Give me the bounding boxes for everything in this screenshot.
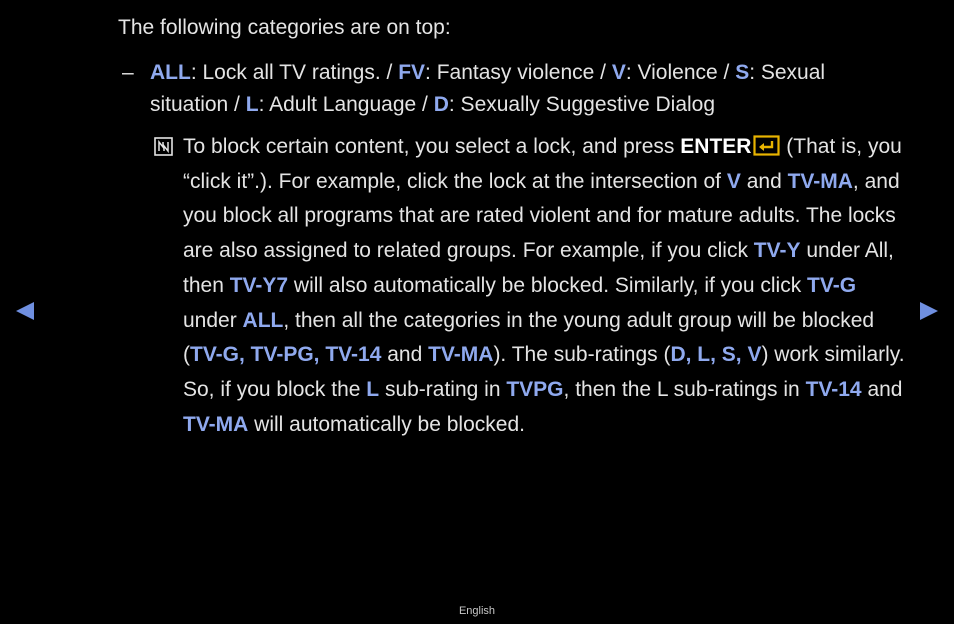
rating-term: TV-MA bbox=[183, 412, 249, 436]
rating-term: D, L, S, V bbox=[670, 343, 762, 367]
rating-term: L bbox=[366, 377, 380, 401]
text-run: , and you block all programs that are rated violent and for mature adults. The locks are also assigned to related groups. For example, if you click bbox=[183, 169, 900, 263]
rating-term: L bbox=[245, 93, 259, 116]
key-name: ENTER bbox=[680, 135, 752, 158]
text-run: under bbox=[183, 308, 243, 332]
rating-term: TV-MA bbox=[428, 343, 494, 367]
text-run: , then the L sub-ratings in bbox=[563, 377, 806, 401]
rating-term: ALL bbox=[242, 308, 284, 332]
rating-term: D bbox=[433, 93, 449, 116]
text-run: To block certain content, you select a lock, and press bbox=[183, 135, 681, 158]
text-run: and bbox=[861, 377, 903, 401]
text-run: sub-rating in bbox=[379, 377, 507, 401]
text-run: : Sexually Suggestive Dialog bbox=[448, 93, 716, 116]
text-run: and bbox=[740, 169, 788, 193]
text-run: will also automatically be blocked. Similarly, if you click bbox=[288, 273, 808, 297]
dash-marker: – bbox=[122, 61, 134, 84]
note-block bbox=[150, 130, 910, 442]
category-list-item bbox=[118, 57, 878, 121]
rating-term: TV-Y bbox=[753, 239, 801, 263]
text-run: : Sexual situation / bbox=[150, 61, 826, 116]
text-run: , then all the categories in the young adult group will be blocked ( bbox=[183, 308, 875, 367]
language-label: English bbox=[458, 605, 496, 617]
rating-term: TV-G bbox=[807, 273, 857, 297]
rating-term: FV bbox=[398, 61, 426, 84]
note-text bbox=[183, 130, 907, 442]
left-arrow-icon[interactable] bbox=[14, 300, 36, 322]
rating-term: TVPG bbox=[506, 377, 564, 401]
text-run: : Lock all TV ratings. / bbox=[190, 61, 399, 84]
note-icon bbox=[154, 137, 173, 156]
text-run: and bbox=[381, 343, 429, 367]
category-description bbox=[150, 57, 878, 121]
rating-term: V bbox=[611, 61, 626, 84]
right-arrow-icon[interactable] bbox=[918, 300, 940, 322]
rating-term: V bbox=[726, 169, 741, 193]
rating-term: TV-14 bbox=[805, 377, 862, 401]
text-run: (That is, you “click it”.). For example, click the lock at the intersection of bbox=[183, 135, 902, 193]
text-run: ) work similarly. So, if you block the bbox=[183, 343, 905, 401]
text-run: : Fantasy violence / bbox=[425, 61, 612, 84]
text-run: will automatically be blocked. bbox=[248, 412, 525, 436]
intro-text: The following categories are on top: bbox=[118, 16, 451, 39]
enter-icon bbox=[753, 135, 780, 156]
rating-term: TV-Y7 bbox=[229, 273, 289, 297]
text-run: : Violence / bbox=[625, 61, 736, 84]
text-run: ). The sub-ratings ( bbox=[493, 343, 671, 367]
rating-term: TV-MA bbox=[787, 169, 853, 193]
rating-term: TV-G, TV-PG, TV-14 bbox=[190, 343, 382, 367]
text-run: under All, then bbox=[183, 239, 894, 297]
text-run: : Adult Language / bbox=[258, 93, 434, 116]
rating-term: S bbox=[735, 61, 750, 84]
rating-term: ALL bbox=[150, 61, 191, 84]
